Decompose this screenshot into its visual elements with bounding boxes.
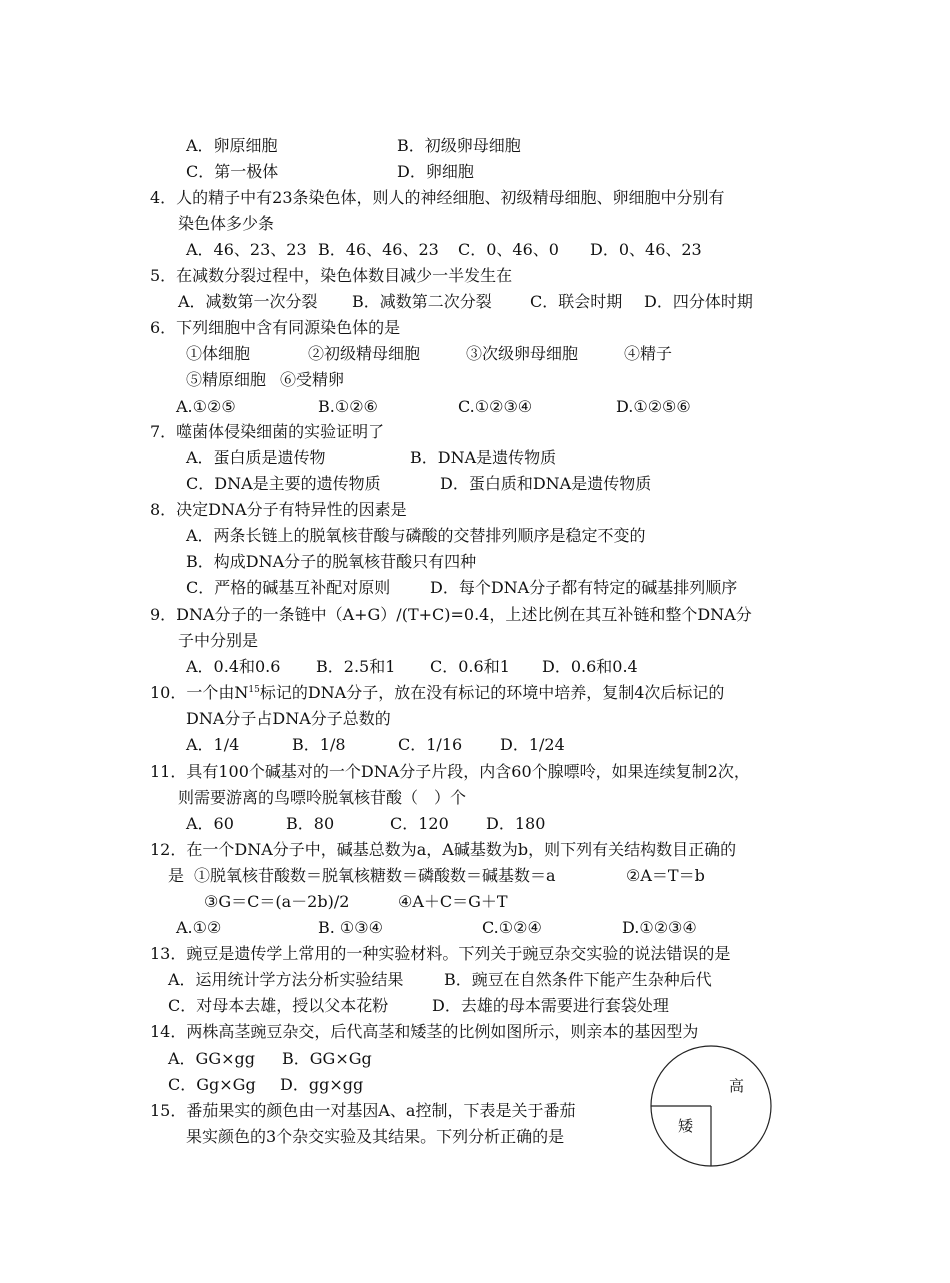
pie-label-tall: 高 bbox=[729, 1077, 745, 1095]
q6-option-a: A.①②⑤ bbox=[176, 397, 236, 416]
q15-stem-cont: 果实颜色的3个杂交实验及其结果。下列分析正确的是 bbox=[186, 1127, 565, 1146]
q5-option-a: A．减数第一次分裂 bbox=[178, 292, 318, 311]
q3-option-c: C．第一极体 bbox=[186, 162, 279, 181]
q7-stem: 7．噬菌体侵染细菌的实验证明了 bbox=[150, 422, 385, 441]
q8-option-c: C．严格的碱基互补配对原则 bbox=[186, 578, 391, 597]
q6-item-4: ④精子 bbox=[624, 344, 673, 363]
q12-option-d: D.①②③④ bbox=[622, 918, 697, 937]
q6-item-3: ③次级卵母细胞 bbox=[466, 344, 579, 363]
q7-option-d: D．蛋白质和DNA是遗传物质 bbox=[440, 474, 652, 493]
q10-stem-suffix: 标记的DNA分子，放在没有标记的环境中培养，复制4次后标记的 bbox=[259, 683, 725, 702]
q14-option-c: C．Gg×Gg bbox=[168, 1075, 256, 1094]
q11-option-d: D．180 bbox=[486, 814, 546, 833]
q4-stem: 4．人的精子中有23条染色体，则人的神经细胞、初级精母细胞、卵细胞中分别有 bbox=[150, 188, 725, 207]
q9-option-a: A．0.4和0.6 bbox=[186, 657, 281, 676]
q10-stem-cont: DNA分子占DNA分子总数的 bbox=[186, 709, 391, 728]
q6-item-6: ⑥受精卵 bbox=[280, 370, 345, 389]
q11-option-b: B．80 bbox=[286, 814, 335, 833]
q9-option-b: B．2.5和1 bbox=[316, 657, 396, 676]
q11-stem-cont: 则需要游离的鸟嘌呤脱氧核苷酸（ ）个 bbox=[178, 788, 467, 807]
q14-stem: 14．两株高茎豌豆杂交，后代高茎和矮茎的比例如图所示，则亲本的基因型为 bbox=[150, 1022, 699, 1041]
q8-option-a: A．两条长链上的脱氧核苷酸与磷酸的交替排列顺序是稳定不变的 bbox=[186, 526, 646, 545]
q6-option-b: B.①②⑥ bbox=[318, 397, 378, 416]
q10-stem bbox=[150, 683, 724, 703]
q6-item-2: ②初级精母细胞 bbox=[308, 344, 421, 363]
q13-option-a: A．运用统计学方法分析实验结果 bbox=[168, 970, 404, 989]
q6-option-d: D.①②⑤⑥ bbox=[616, 397, 691, 416]
q12-statement-2: ②A＝T＝b bbox=[626, 866, 705, 885]
q3-option-d: D．卵细胞 bbox=[397, 162, 474, 181]
q13-option-d: D．去雄的母本需要进行套袋处理 bbox=[432, 996, 669, 1015]
q11-option-a: A．60 bbox=[186, 814, 234, 833]
q5-option-c: C．联会时期 bbox=[530, 292, 623, 311]
q12-statement-1: ①脱氧核苷酸数＝脱氧核糖数＝磷酸数＝碱基数＝a bbox=[194, 866, 556, 885]
q9-stem: 9．DNA分子的一条链中（A+G）/(T+C)=0.4，上述比例在其互补链和整个DNA分 bbox=[150, 605, 752, 624]
q10-option-a: A．1/4 bbox=[186, 735, 240, 754]
q9-option-c: C．0.6和1 bbox=[430, 657, 510, 676]
q8-option-d: D．每个DNA分子都有特定的碱基排列顺序 bbox=[430, 578, 738, 597]
q12-statement-3: ③G＝C＝(a－2b)/2 bbox=[204, 892, 350, 911]
q9-option-d: D．0.6和0.4 bbox=[542, 657, 638, 676]
q12-option-c: C.①②④ bbox=[482, 918, 542, 937]
q13-option-c: C．对母本去雄，授以父本花粉 bbox=[168, 996, 389, 1015]
q12-option-b: B. ①③④ bbox=[318, 918, 383, 937]
q14-option-b: B．GG×Gg bbox=[282, 1049, 372, 1068]
q12-stem-cont: 是 bbox=[168, 866, 185, 885]
q10-isotope-superscript: 15 bbox=[248, 685, 260, 695]
q4-option-d: D．0、46、23 bbox=[590, 240, 702, 259]
q10-stem-prefix: 10．一个由N bbox=[150, 683, 249, 702]
q7-option-b: B．DNA是遗传物质 bbox=[410, 448, 557, 467]
q6-option-c: C.①②③④ bbox=[458, 397, 533, 416]
q6-stem: 6．下列细胞中含有同源染色体的是 bbox=[150, 318, 401, 337]
q11-stem: 11．具有100个碱基对的一个DNA分子片段，内含60个腺嘌呤，如果连续复制2次， bbox=[150, 762, 750, 781]
q6-item-5: ⑤精原细胞 bbox=[186, 370, 267, 389]
q7-option-a: A．蛋白质是遗传物 bbox=[186, 448, 326, 467]
q11-option-c: C．120 bbox=[390, 814, 449, 833]
q10-option-c: C．1/16 bbox=[398, 735, 463, 754]
q3-option-b: B．初级卵母细胞 bbox=[397, 136, 521, 155]
q7-option-c: C．DNA是主要的遗传物质 bbox=[186, 474, 381, 493]
q12-statement-4: ④A＋C＝G＋T bbox=[398, 892, 508, 911]
q8-stem: 8．决定DNA分子有特异性的因素是 bbox=[150, 500, 407, 519]
pie-label-short: 矮 bbox=[678, 1117, 694, 1135]
q8-option-b: B．构成DNA分子的脱氧核苷酸只有四种 bbox=[186, 552, 477, 571]
q14-option-d: D．gg×gg bbox=[280, 1075, 364, 1094]
q10-option-d: D．1/24 bbox=[500, 735, 565, 754]
q5-option-b: B．减数第二次分裂 bbox=[352, 292, 492, 311]
tall-short-ratio-pie bbox=[648, 1045, 776, 1173]
q12-option-a: A.①② bbox=[176, 918, 222, 937]
q10-option-b: B．1/8 bbox=[292, 735, 346, 754]
q13-stem: 13．豌豆是遗传学上常用的一种实验材料。下列关于豌豆杂交实验的说法错误的是 bbox=[150, 944, 731, 963]
q14-option-a: A．GG×gg bbox=[168, 1049, 256, 1068]
q4-option-c: C．0、46、0 bbox=[458, 240, 559, 259]
q4-option-b: B．46、46、23 bbox=[318, 240, 439, 259]
q6-item-1: ①体细胞 bbox=[186, 344, 251, 363]
q9-stem-cont: 子中分别是 bbox=[178, 631, 259, 650]
q13-option-b: B．豌豆在自然条件下能产生杂种后代 bbox=[444, 970, 712, 989]
q3-option-a: A．卵原细胞 bbox=[186, 136, 278, 155]
q12-stem: 12．在一个DNA分子中，碱基总数为a，A碱基数为b，则下列有关结构数目正确的 bbox=[150, 840, 737, 859]
q15-stem: 15．番茄果实的颜色由一对基因A、a控制，下表是关于番茄 bbox=[150, 1101, 576, 1120]
q4-stem-cont: 染色体多少条 bbox=[178, 214, 275, 233]
q4-option-a: A．46、23、23 bbox=[186, 240, 307, 259]
q5-stem: 5．在减数分裂过程中，染色体数目减少一半发生在 bbox=[150, 266, 513, 285]
q5-option-d: D．四分体时期 bbox=[644, 292, 753, 311]
